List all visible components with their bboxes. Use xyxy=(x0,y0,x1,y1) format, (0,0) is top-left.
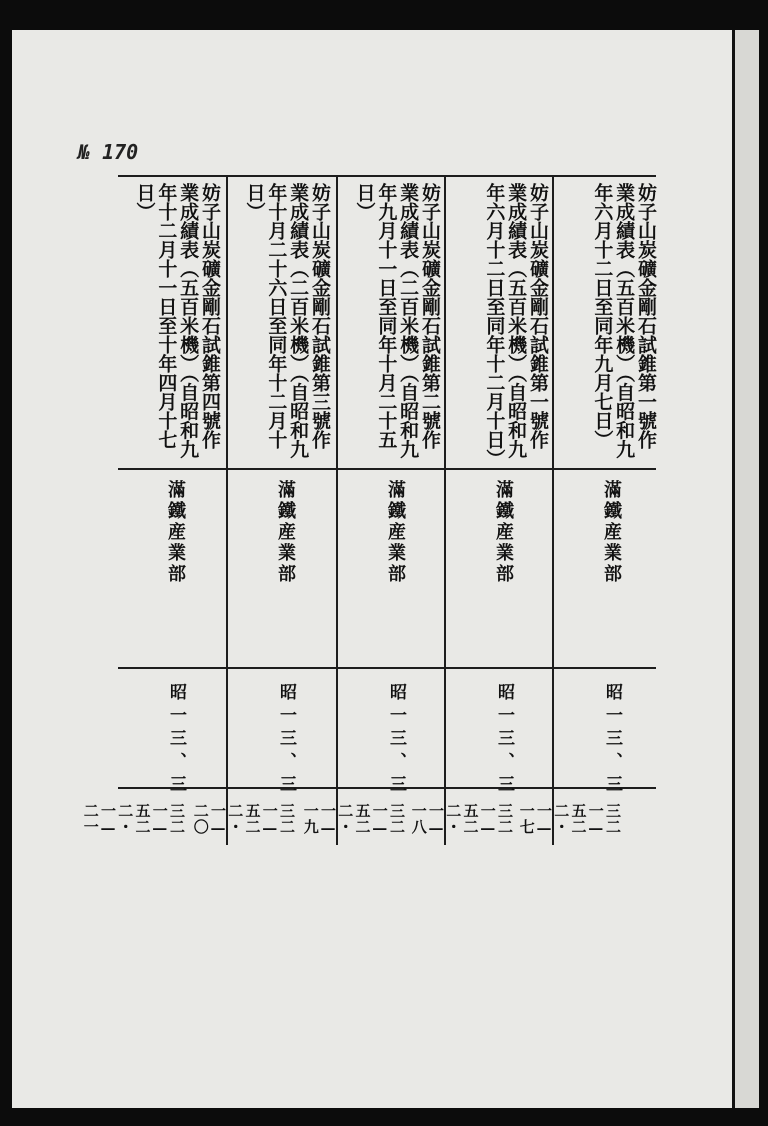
entry-date: 昭一三、三 xyxy=(276,683,296,798)
entry-classification: 三二一—五二二・一—一七 xyxy=(517,803,622,838)
entry-date: 昭一三、三 xyxy=(602,683,622,798)
catalog-entry xyxy=(191,175,336,845)
catalog-entry xyxy=(409,175,554,845)
catalog-entry xyxy=(517,175,662,845)
binding-edge xyxy=(732,30,759,1108)
entry-classification: 三二一—五二二・一—一九 xyxy=(301,803,406,838)
entry-title: 妨子山炭礦金剛石試錐第四號作業成績表（五百米機）（自昭和九年十二月十一日至十年四月十七日） xyxy=(133,183,221,459)
catalog-entry xyxy=(301,175,446,845)
entry-publisher: 滿鐵産業部 xyxy=(385,480,406,585)
entry-classification: 三二一—五二二・一—二〇 xyxy=(191,803,296,838)
entry-publisher: 滿鐵産業部 xyxy=(601,480,622,585)
entry-title: 妨子山炭礦金剛石試錐第二號作業成績表（二百米機）（自昭和九年九月十一日至同年十月二十五日） xyxy=(353,183,441,459)
entry-publisher: 滿鐵産業部 xyxy=(165,480,186,585)
entry-classification: 三二一—五二二・一—二一 xyxy=(81,803,186,838)
entry-date: 昭一三、三 xyxy=(166,683,186,798)
entry-publisher: 滿鐵産業部 xyxy=(275,480,296,585)
entry-title: 妨子山炭礦金剛石試錐第一號作業成績表（五百米機）（自昭和九年六月十二日至同年九月七日） xyxy=(591,183,657,459)
entry-classification: 三二一—五二二・一—一八 xyxy=(409,803,514,838)
entry-publisher: 滿鐵産業部 xyxy=(493,480,514,585)
page-number: № 170 xyxy=(78,140,139,164)
entry-title: 妨子山炭礦金剛石試錐第一號作業成績表（五百米機）（自昭和九年六月十二日至同年十二月十日） xyxy=(483,183,549,468)
entry-date: 昭一三、三 xyxy=(386,683,406,798)
catalog-table xyxy=(81,175,657,845)
entry-title: 妨子山炭礦金剛石試錐第三號作業成績表（二百米機）（自昭和九年十月二十六日至同年十二月十日） xyxy=(243,183,331,459)
catalog-entry xyxy=(81,175,226,845)
entry-date: 昭一三、三 xyxy=(494,683,514,798)
